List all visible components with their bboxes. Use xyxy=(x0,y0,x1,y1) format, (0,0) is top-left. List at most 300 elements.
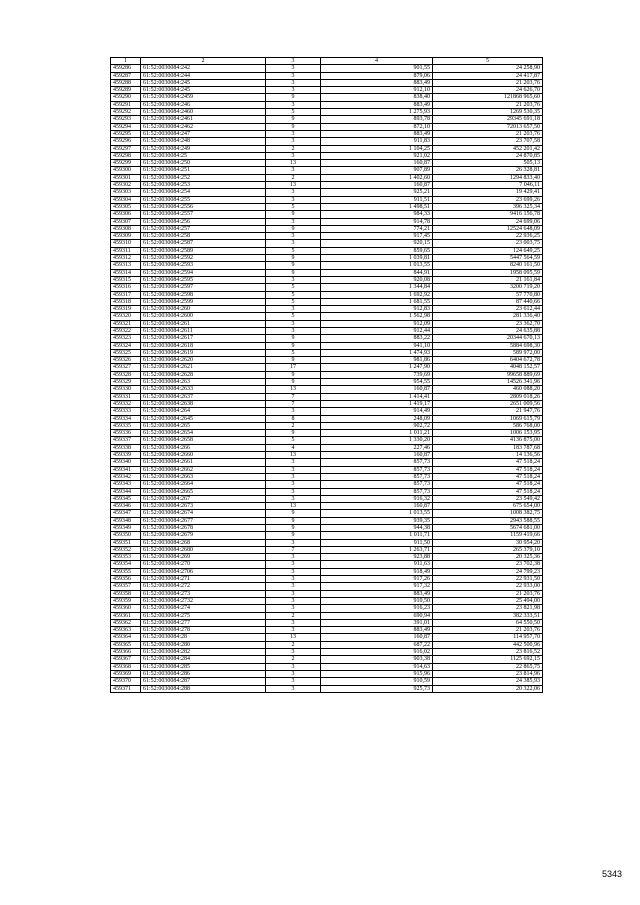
table-row xyxy=(111,554,543,561)
row-number-cell: 459296 xyxy=(111,138,141,145)
area-cell: 1 681,55 xyxy=(321,298,433,305)
code-cell: 3 xyxy=(266,590,321,597)
value-cell: 22 936,25 xyxy=(433,233,543,240)
value-cell: 72013 657,50 xyxy=(433,123,543,130)
code-cell: 13 xyxy=(266,634,321,641)
code-cell: 3 xyxy=(266,495,321,502)
value-cell: 23 699,26 xyxy=(433,196,543,203)
area-cell: 1 344,84 xyxy=(321,284,433,291)
area-cell: 774,21 xyxy=(321,225,433,232)
table-row xyxy=(111,437,543,444)
cadastral-number-cell: 61:52:0030084:2594 xyxy=(141,269,266,276)
table-row xyxy=(111,145,543,152)
row-number-cell: 459297 xyxy=(111,145,141,152)
value-cell: 442 500,96 xyxy=(433,641,543,648)
code-cell: 3 xyxy=(266,670,321,677)
area-cell: 1 275,93 xyxy=(321,109,433,116)
table-row xyxy=(111,247,543,254)
area-cell: 1 414,41 xyxy=(321,393,433,400)
area-cell: 857,73 xyxy=(321,466,433,473)
row-number-cell: 459349 xyxy=(111,525,141,532)
code-cell: 7 xyxy=(266,546,321,553)
cadastral-number-cell: 61:52:0030084:2628 xyxy=(141,371,266,378)
table-row xyxy=(111,349,543,356)
table-row xyxy=(111,335,543,342)
area-cell: 954,55 xyxy=(321,379,433,386)
code-cell: 5 xyxy=(266,291,321,298)
row-number-cell: 459288 xyxy=(111,79,141,86)
page-number: 5343 xyxy=(601,869,622,879)
row-number-cell: 459298 xyxy=(111,152,141,159)
code-cell: 9 xyxy=(266,532,321,539)
cadastral-number-cell: 61:52:0030084:2599 xyxy=(141,298,266,305)
table-row xyxy=(111,408,543,415)
code-cell: 3 xyxy=(266,276,321,283)
cadastral-number-cell: 61:52:0030084:2587 xyxy=(141,240,266,247)
table-row xyxy=(111,590,543,597)
row-number-cell: 459305 xyxy=(111,203,141,210)
table-row xyxy=(111,291,543,298)
value-cell: 1125 692,15 xyxy=(433,656,543,663)
cadastral-number-cell: 61:52:0030084:2677 xyxy=(141,517,266,524)
row-number-cell: 459337 xyxy=(111,437,141,444)
row-number-cell: 459317 xyxy=(111,291,141,298)
row-number-cell: 459338 xyxy=(111,444,141,451)
area-cell: 911,50 xyxy=(321,539,433,546)
code-cell: 2 xyxy=(266,174,321,181)
value-cell: 21 203,76 xyxy=(433,590,543,597)
row-number-cell: 459302 xyxy=(111,182,141,189)
cadastral-number-cell: 61:52:0030084:2460 xyxy=(141,109,266,116)
table-row xyxy=(111,678,543,685)
value-cell: 64 550,50 xyxy=(433,619,543,626)
row-number-cell: 459321 xyxy=(111,320,141,327)
code-cell: 3 xyxy=(266,488,321,495)
area-cell: 1 104,25 xyxy=(321,145,433,152)
row-number-cell: 459336 xyxy=(111,430,141,437)
cadastral-number-cell: 61:52:0030084:2620 xyxy=(141,357,266,364)
code-cell: 9 xyxy=(266,371,321,378)
area-cell: 227,46 xyxy=(321,444,433,451)
code-cell: 2 xyxy=(266,656,321,663)
cadastral-number-cell: 61:52:0030084:2597 xyxy=(141,284,266,291)
code-cell: 7 xyxy=(266,393,321,400)
value-cell: 21 203,76 xyxy=(433,627,543,634)
area-cell: 910,50 xyxy=(321,597,433,604)
table-row xyxy=(111,576,543,583)
area-cell: 160,87 xyxy=(321,182,433,189)
area-cell: 838,40 xyxy=(321,94,433,101)
table-row xyxy=(111,393,543,400)
area-cell: 912,44 xyxy=(321,327,433,334)
cadastral-number-cell: 61:52:0030084:284 xyxy=(141,656,266,663)
cadastral-number-cell: 61:52:0030084:277 xyxy=(141,619,266,626)
data-table xyxy=(110,57,543,693)
area-cell: 883,49 xyxy=(321,101,433,108)
area-cell: 916,32 xyxy=(321,495,433,502)
code-cell: 17 xyxy=(266,364,321,371)
table-row xyxy=(111,167,543,174)
value-cell: 24 799,23 xyxy=(433,568,543,575)
row-number-cell: 459303 xyxy=(111,189,141,196)
cadastral-number-cell: 61:52:0030084:260 xyxy=(141,306,266,313)
value-cell: 265 379,10 xyxy=(433,546,543,553)
cadastral-number-cell: 61:52:0030084:2638 xyxy=(141,400,266,407)
row-number-cell: 459328 xyxy=(111,371,141,378)
code-cell: 2 xyxy=(266,612,321,619)
value-cell: 57 770,80 xyxy=(433,291,543,298)
code-cell: 3 xyxy=(266,218,321,225)
row-number-cell: 459290 xyxy=(111,94,141,101)
code-cell: 5 xyxy=(266,313,321,320)
table-row xyxy=(111,182,543,189)
area-cell: 883,49 xyxy=(321,590,433,597)
cadastral-number-cell: 61:52:0030084:2674 xyxy=(141,510,266,517)
row-number-cell: 459308 xyxy=(111,225,141,232)
table-row xyxy=(111,255,543,262)
code-cell: 3 xyxy=(266,568,321,575)
table-row xyxy=(111,386,543,393)
value-cell: 1294 833,40 xyxy=(433,174,543,181)
code-cell: 3 xyxy=(266,473,321,480)
value-cell: 21 947,76 xyxy=(433,408,543,415)
area-cell: 883,22 xyxy=(321,335,433,342)
code-cell: 5 xyxy=(266,298,321,305)
row-number-cell: 459371 xyxy=(111,685,141,692)
cadastral-number-cell: 61:52:0030084:261 xyxy=(141,320,266,327)
table-row xyxy=(111,276,543,283)
row-number-cell: 459330 xyxy=(111,386,141,393)
code-cell: 3 xyxy=(266,583,321,590)
table-row xyxy=(111,225,543,232)
value-cell: 20 322,06 xyxy=(433,685,543,692)
cadastral-number-cell: 61:52:0030084:2662 xyxy=(141,466,266,473)
code-cell: 3 xyxy=(266,196,321,203)
value-cell: 21 203,76 xyxy=(433,79,543,86)
value-cell: 14 136,56 xyxy=(433,452,543,459)
code-cell: 3 xyxy=(266,408,321,415)
table-row xyxy=(111,444,543,451)
table-row xyxy=(111,473,543,480)
code-cell: 3 xyxy=(266,576,321,583)
row-number-cell: 459341 xyxy=(111,466,141,473)
area-cell: 920,15 xyxy=(321,240,433,247)
row-number-cell: 459287 xyxy=(111,72,141,79)
cadastral-number-cell: 61:52:0030084:2732 xyxy=(141,597,266,604)
table-row xyxy=(111,65,543,72)
row-number-cell: 459292 xyxy=(111,109,141,116)
value-cell: 589 972,00 xyxy=(433,349,543,356)
cadastral-number-cell: 61:52:0030084:2462 xyxy=(141,123,266,130)
table-row xyxy=(111,109,543,116)
value-cell: 1159 419,66 xyxy=(433,532,543,539)
code-cell: 5 xyxy=(266,109,321,116)
code-cell: 13 xyxy=(266,503,321,510)
code-cell: 3 xyxy=(266,685,321,692)
code-cell: 9 xyxy=(266,342,321,349)
code-cell: 3 xyxy=(266,597,321,604)
area-cell: 916,23 xyxy=(321,605,433,612)
table-row xyxy=(111,488,543,495)
table-row xyxy=(111,503,543,510)
value-cell: 9416 156,78 xyxy=(433,211,543,218)
cadastral-number-cell: 61:52:0030084:252 xyxy=(141,174,266,181)
cadastral-number-cell: 61:52:0030084:244 xyxy=(141,72,266,79)
cadastral-number-cell: 61:52:0030084:274 xyxy=(141,605,266,612)
code-cell: 2 xyxy=(266,422,321,429)
value-cell: 47 518,24 xyxy=(433,466,543,473)
code-cell: 8 xyxy=(266,415,321,422)
area-cell: 915,96 xyxy=(321,670,433,677)
area-cell: 1 263,71 xyxy=(321,546,433,553)
cadastral-number-cell: 61:52:0030084:2459 xyxy=(141,94,266,101)
value-cell: 124 649,25 xyxy=(433,247,543,254)
value-cell: 183 787,68 xyxy=(433,444,543,451)
cadastral-number-cell: 61:52:0030084:254 xyxy=(141,189,266,196)
code-cell: 9 xyxy=(266,517,321,524)
value-cell: 22 865,75 xyxy=(433,663,543,670)
code-cell: 3 xyxy=(266,130,321,137)
row-number-cell: 459362 xyxy=(111,619,141,626)
table-row xyxy=(111,189,543,196)
row-number-cell: 459326 xyxy=(111,357,141,364)
code-cell: 5 xyxy=(266,284,321,291)
table-row xyxy=(111,597,543,604)
area-cell: 872,10 xyxy=(321,123,433,130)
code-cell: 3 xyxy=(266,72,321,79)
value-cell: 24 635,88 xyxy=(433,327,543,334)
table-row xyxy=(111,364,543,371)
area-cell: 910,59 xyxy=(321,678,433,685)
cadastral-number-cell: 61:52:0030084:2673 xyxy=(141,503,266,510)
value-cell: 24 626,70 xyxy=(433,87,543,94)
value-cell: 5674 681,00 xyxy=(433,525,543,532)
table-row xyxy=(111,641,543,648)
area-cell: 857,73 xyxy=(321,473,433,480)
cadastral-number-cell: 61:52:0030084:288 xyxy=(141,685,266,692)
code-cell: 13 xyxy=(266,386,321,393)
code-cell: 3 xyxy=(266,481,321,488)
code-cell: 3 xyxy=(266,167,321,174)
cadastral-number-cell: 61:52:0030084:28 xyxy=(141,634,266,641)
value-cell: 30 954,20 xyxy=(433,539,543,546)
cadastral-number-cell: 61:52:0030084:2592 xyxy=(141,255,266,262)
cadastral-number-cell: 61:52:0030084:270 xyxy=(141,561,266,568)
code-cell: 3 xyxy=(266,320,321,327)
value-cell: 505,13 xyxy=(433,160,543,167)
cadastral-number-cell: 61:52:0030084:2557 xyxy=(141,211,266,218)
area-cell: 1 013,55 xyxy=(321,262,433,269)
table-row xyxy=(111,130,543,137)
area-cell: 925,21 xyxy=(321,189,433,196)
value-cell: 47 518,24 xyxy=(433,481,543,488)
code-cell: 13 xyxy=(266,182,321,189)
column-header-5: 5 xyxy=(433,58,543,65)
row-number-cell: 459286 xyxy=(111,65,141,72)
value-cell: 382 333,51 xyxy=(433,612,543,619)
row-number-cell: 459352 xyxy=(111,546,141,553)
cadastral-number-cell: 61:52:0030084:2461 xyxy=(141,116,266,123)
area-cell: 859,65 xyxy=(321,247,433,254)
code-cell: 3 xyxy=(266,459,321,466)
area-cell: 901,55 xyxy=(321,65,433,72)
cadastral-number-cell: 61:52:0030084:245 xyxy=(141,79,266,86)
code-cell: 3 xyxy=(266,79,321,86)
area-cell: 917,26 xyxy=(321,576,433,583)
value-cell: 21 161,84 xyxy=(433,276,543,283)
area-cell: 857,73 xyxy=(321,488,433,495)
cadastral-number-cell: 61:52:0030084:242 xyxy=(141,65,266,72)
cadastral-number-cell: 61:52:0030084:255 xyxy=(141,196,266,203)
column-header-3: 3 xyxy=(266,58,321,65)
code-cell: 9 xyxy=(266,379,321,386)
table-row xyxy=(111,612,543,619)
area-cell: 916,02 xyxy=(321,649,433,656)
row-number-cell: 459313 xyxy=(111,262,141,269)
code-cell: 3 xyxy=(266,306,321,313)
area-cell: 939,35 xyxy=(321,517,433,524)
row-number-cell: 459324 xyxy=(111,342,141,349)
value-cell: 12524 648,09 xyxy=(433,225,543,232)
row-number-cell: 459361 xyxy=(111,612,141,619)
cadastral-number-cell: 61:52:0030084:2679 xyxy=(141,532,266,539)
table-row xyxy=(111,466,543,473)
row-number-cell: 459355 xyxy=(111,568,141,575)
table-row xyxy=(111,116,543,123)
area-cell: 903,38 xyxy=(321,656,433,663)
code-cell: 3 xyxy=(266,539,321,546)
row-number-cell: 459343 xyxy=(111,481,141,488)
cadastral-number-cell: 61:52:0030084:2661 xyxy=(141,459,266,466)
value-cell: 47 518,24 xyxy=(433,488,543,495)
cadastral-number-cell: 61:52:0030084:249 xyxy=(141,145,266,152)
row-number-cell: 459354 xyxy=(111,561,141,568)
cadastral-number-cell: 61:52:0030084:245 xyxy=(141,87,266,94)
code-cell: 9 xyxy=(266,269,321,276)
table-row xyxy=(111,568,543,575)
code-cell: 9 xyxy=(266,225,321,232)
value-cell: 24 699,06 xyxy=(433,218,543,225)
value-cell: 2809 018,26 xyxy=(433,393,543,400)
row-number-cell: 459369 xyxy=(111,670,141,677)
table-row xyxy=(111,525,543,532)
value-cell: 24 258,90 xyxy=(433,65,543,72)
code-cell: 9 xyxy=(266,94,321,101)
row-number-cell: 459335 xyxy=(111,422,141,429)
cadastral-number-cell: 61:52:0030084:275 xyxy=(141,612,266,619)
value-cell: 5447 564,59 xyxy=(433,255,543,262)
code-cell: 9 xyxy=(266,357,321,364)
table-row xyxy=(111,371,543,378)
cadastral-number-cell: 61:52:0030084:266 xyxy=(141,444,266,451)
value-cell: 3200 719,20 xyxy=(433,284,543,291)
value-cell: 25 494,00 xyxy=(433,597,543,604)
area-cell: 921,02 xyxy=(321,152,433,159)
table-row xyxy=(111,685,543,692)
row-number-cell: 459316 xyxy=(111,284,141,291)
column-header-4: 4 xyxy=(321,58,433,65)
value-cell: 26 328,81 xyxy=(433,167,543,174)
area-cell: 1 039,81 xyxy=(321,255,433,262)
code-cell: 2 xyxy=(266,145,321,152)
table-row xyxy=(111,218,543,225)
row-number-cell: 459301 xyxy=(111,174,141,181)
table-row xyxy=(111,532,543,539)
cadastral-number-cell: 61:52:0030084:2619 xyxy=(141,349,266,356)
row-number-cell: 459370 xyxy=(111,678,141,685)
code-cell: 9 xyxy=(266,262,321,269)
cadastral-number-cell: 61:52:0030084:257 xyxy=(141,225,266,232)
value-cell: 460 088,20 xyxy=(433,386,543,393)
cadastral-number-cell: 61:52:0030084:2598 xyxy=(141,291,266,298)
cadastral-number-cell: 61:52:0030084:278 xyxy=(141,627,266,634)
row-number-cell: 459307 xyxy=(111,218,141,225)
table-row xyxy=(111,495,543,502)
area-cell: 1 247,90 xyxy=(321,364,433,371)
value-cell: 21 203,76 xyxy=(433,101,543,108)
table-row xyxy=(111,481,543,488)
row-number-cell: 459368 xyxy=(111,663,141,670)
area-cell: 160,87 xyxy=(321,160,433,167)
value-cell: 586 768,00 xyxy=(433,422,543,429)
cadastral-number-cell: 61:52:0030084:2611 xyxy=(141,327,266,334)
table-row xyxy=(111,174,543,181)
value-cell: 29345 691,18 xyxy=(433,116,543,123)
table-row xyxy=(111,101,543,108)
cadastral-number-cell: 61:52:0030084:273 xyxy=(141,590,266,597)
value-cell: 5884 698,30 xyxy=(433,342,543,349)
row-number-cell: 459293 xyxy=(111,116,141,123)
area-cell: 911,63 xyxy=(321,561,433,568)
row-number-cell: 459365 xyxy=(111,641,141,648)
area-cell: 844,91 xyxy=(321,269,433,276)
area-cell: 981,86 xyxy=(321,357,433,364)
value-cell: 20 325,36 xyxy=(433,554,543,561)
cadastral-number-cell: 61:52:0030084:282 xyxy=(141,649,266,656)
row-number-cell: 459294 xyxy=(111,123,141,130)
area-cell: 912,09 xyxy=(321,320,433,327)
cadastral-number-cell: 61:52:0030084:267 xyxy=(141,495,266,502)
row-number-cell: 459342 xyxy=(111,473,141,480)
code-cell: 5 xyxy=(266,247,321,254)
area-cell: 1 474,93 xyxy=(321,349,433,356)
code-cell: 5 xyxy=(266,203,321,210)
row-number-cell: 459357 xyxy=(111,583,141,590)
table-row xyxy=(111,327,543,334)
table-row xyxy=(111,196,543,203)
area-cell: 1 692,92 xyxy=(321,291,433,298)
area-cell: 925,73 xyxy=(321,685,433,692)
code-cell: 9 xyxy=(266,255,321,262)
area-cell: 1 330,20 xyxy=(321,437,433,444)
value-cell: 24 385,93 xyxy=(433,678,543,685)
row-number-cell: 459334 xyxy=(111,415,141,422)
area-cell: 914,78 xyxy=(321,218,433,225)
data-table-body xyxy=(111,58,543,693)
code-cell: 3 xyxy=(266,152,321,159)
area-cell: 941,10 xyxy=(321,342,433,349)
table-row xyxy=(111,379,543,386)
cadastral-number-cell: 61:52:0030084:2660 xyxy=(141,452,266,459)
row-number-cell: 459323 xyxy=(111,335,141,342)
cadastral-number-cell: 61:52:0030084:268 xyxy=(141,539,266,546)
cadastral-number-cell: 61:52:0030084:2706 xyxy=(141,568,266,575)
cadastral-number-cell: 61:52:0030084:2678 xyxy=(141,525,266,532)
code-cell: 3 xyxy=(266,138,321,145)
value-cell: 1069 615,79 xyxy=(433,415,543,422)
row-number-cell: 459315 xyxy=(111,276,141,283)
table-row xyxy=(111,605,543,612)
